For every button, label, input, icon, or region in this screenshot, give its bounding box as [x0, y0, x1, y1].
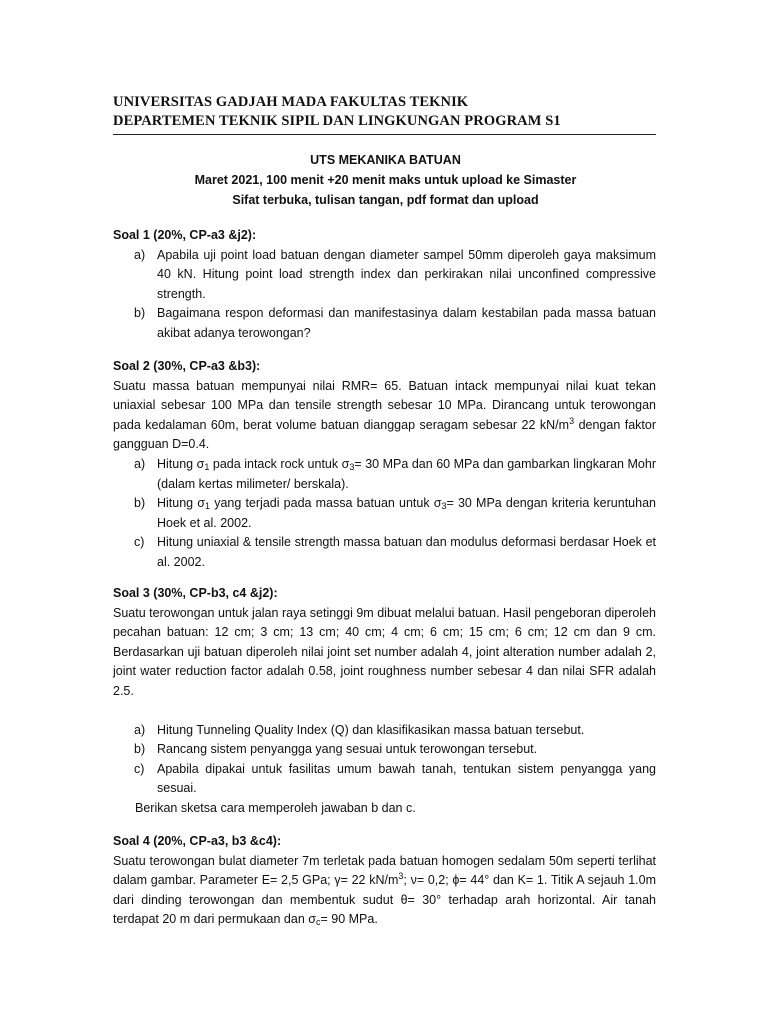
question-1a [113, 246, 656, 305]
text-part: yang terjadi pada massa batuan untuk σ [210, 496, 442, 511]
text-part: Suatu terowongan bulat diameter 7m terletak pada batuan homogen sedalam 50m seperti terlihat dalam gambar. Parameter E= 2,5 GPa; γ= 22 kN/m [113, 853, 656, 888]
question-3a [113, 721, 656, 741]
item-label: b) [134, 306, 146, 321]
question-4-heading: Soal 4 (20%, CP-a3, b3 &c4): [113, 834, 282, 848]
question-1b [113, 304, 656, 343]
item-text [157, 455, 656, 494]
question-2c [113, 533, 656, 572]
exam-mode-info: Sifat terbuka, tulisan tangan, pdf format dan upload [232, 193, 539, 207]
subscript: 3 [349, 461, 355, 472]
question-3-intro: Suatu terowongan untuk jalan raya setinggi 9m dibuat melalui batuan. Hasil pengeboran diperoleh pecahan batuan: 12 cm; 3 cm; 13 cm; 40 cm; 4 cm; 6 cm; 15 cm; 6 cm; 12 cm dan 9 cm. Berdasarkan uji batuan diperoleh nilai joint set number adalah 4, joint alteration number adalah 2, joint water reduction factor adalah 0.58, joint roughness number sebesar 4 dan nilai SFR adalah 2.5. [113, 605, 656, 698]
university-line: UNIVERSITAS GADJAH MADA FAKULTAS TEKNIK [113, 94, 469, 110]
intro-text: Suatu massa batuan mempunyai nilai RMR= 65. Batuan intack mempunyai nilai kuat tekan uniaxial sebesar 100 MPa dan tensile strength sebesar 10 MPa. Dirancang untuk terowongan pada kedalaman 60m, berat volume batuan dianggap seragam sebesar 22 kN/m [113, 378, 656, 432]
item-text: Rancang sistem penyangga yang sesuai untuk terowongan tersebut. [157, 742, 538, 757]
question-2b [113, 494, 656, 533]
text-part: pada intack rock untuk σ [209, 456, 350, 471]
exam-title: UTS MEKANIKA BATUAN [310, 153, 461, 167]
text-part: = 30 MPa dengan kriteria keruntuhan Hoek et al. 2002. [157, 496, 656, 530]
item-label: c) [134, 535, 145, 550]
item-text: Hitung uniaxial & tensile strength massa batuan dan modulus deformasi berdasar Hoek et al. 2002. [157, 535, 656, 569]
item-text: Apabila uji point load batuan dengan diameter sampel 50mm diperoleh gaya maksimum 40 kN. Hitung point load strength index dan perkirakan nilai unconfined compressive strength. [157, 247, 656, 301]
question-4-text [113, 852, 656, 930]
question-2-heading: Soal 2 (30%, CP-a3 &b3): [113, 359, 261, 373]
item-text: Apabila dipakai untuk fasilitas umum bawah tanah, tentukan sistem penyangga yang sesuai. [157, 761, 656, 796]
superscript: 3 [398, 871, 404, 882]
question-3b [113, 740, 656, 760]
question-1-heading: Soal 1 (20%, CP-a3 &j2): [113, 228, 257, 242]
question-1 [113, 226, 656, 344]
item-label: a) [134, 722, 146, 737]
item-label: a) [134, 456, 146, 471]
text-part: Hitung σ [157, 496, 206, 511]
department-line: DEPARTEMEN TEKNIK SIPIL DAN LINGKUNGAN PROGRAM S1 [113, 113, 561, 129]
subscript: c [315, 917, 321, 928]
question-2a [113, 455, 656, 494]
item-label: c) [134, 761, 145, 776]
header-rule [113, 134, 656, 135]
text-part: = 30 MPa dan 60 MPa dan gambarkan lingkaran Mohr (dalam kertas milimeter/ berskala). [157, 456, 656, 491]
item-label: b) [134, 742, 146, 757]
item-label: b) [134, 496, 146, 511]
subscript: 3 [441, 501, 447, 512]
question-3c [113, 760, 656, 799]
question-3-note: Berikan sketsa cara memperoleh jawaban b dan c. [135, 800, 416, 815]
university-header [113, 93, 658, 135]
superscript: 3 [569, 415, 575, 426]
item-text [157, 494, 656, 533]
text-part: = 90 MPa. [320, 912, 378, 927]
subscript: 1 [205, 501, 211, 512]
spacer [113, 702, 656, 721]
exam-title-block [113, 150, 658, 210]
question-4 [113, 832, 656, 930]
item-label: a) [134, 247, 146, 262]
exam-time-info: Maret 2021, 100 menit +20 menit maks untuk upload ke Simaster [194, 173, 577, 187]
text-part: ; ν= 0,2; ϕ= 44° dan K= 1. Titik A sejauh 1.0m dari dinding terowongan dan membentuk sudut θ= 30° terhadap arah horizontal. Air tanah terdapat 20 m dari permukaan dan σ [113, 873, 657, 927]
item-text: Hitung Tunneling Quality Index (Q) dan klasifikasikan massa batuan tersebut. [157, 722, 585, 737]
subscript: 1 [204, 461, 210, 472]
question-3-heading: Soal 3 (30%, CP-b3, c4 &j2): [113, 586, 278, 600]
intro-text: dengan faktor gangguan D=0.4. [113, 417, 657, 452]
question-2 [113, 357, 656, 573]
question-2-intro [113, 377, 656, 455]
text-part: Hitung σ [157, 456, 205, 471]
question-3 [113, 584, 656, 819]
item-text: Bagaimana respon deformasi dan manifestasinya dalam kestabilan pada massa batuan akibat adanya terowongan? [157, 306, 656, 340]
